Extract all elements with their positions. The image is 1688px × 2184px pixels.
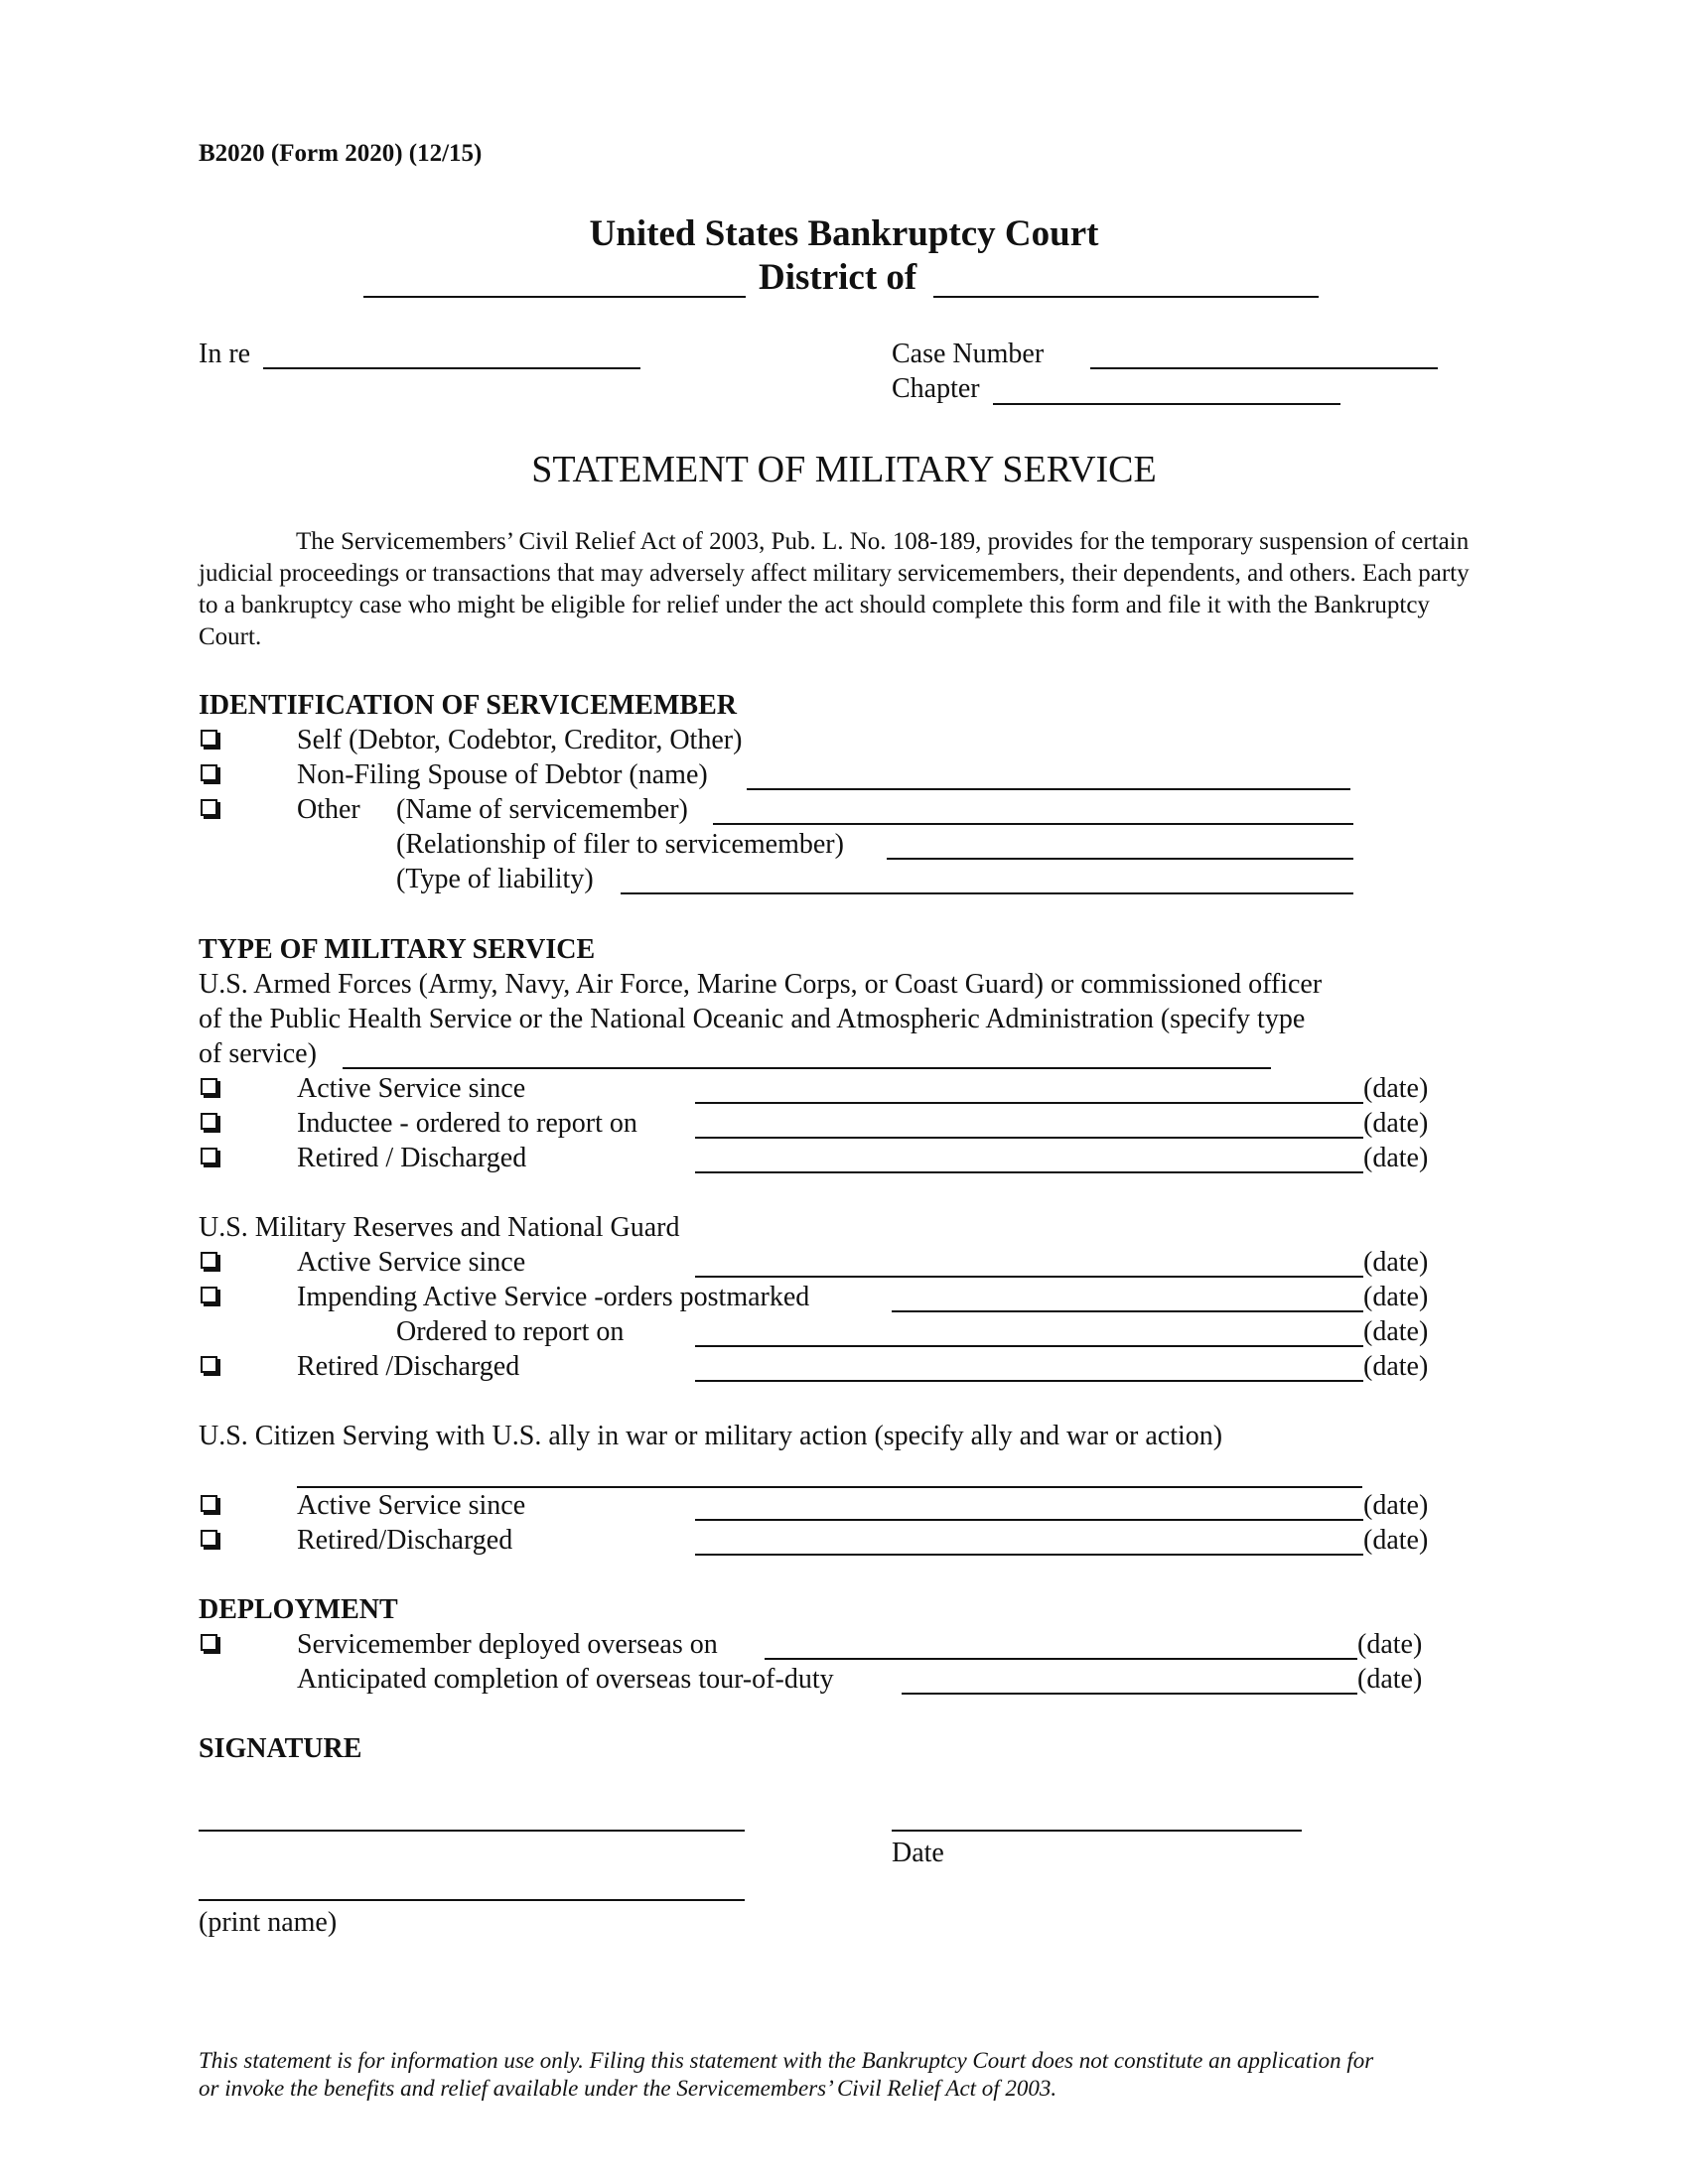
spouse-checkbox[interactable] bbox=[201, 764, 217, 781]
deployed-date-field[interactable] bbox=[765, 1658, 1357, 1660]
form-id: B2020 (Form 2020) (12/15) bbox=[199, 140, 483, 167]
self-checkbox[interactable] bbox=[201, 730, 217, 747]
armed-active-date-label: (date) bbox=[1363, 1073, 1429, 1104]
chapter-field[interactable] bbox=[993, 403, 1340, 405]
reserves-active-label: Active Service since bbox=[297, 1247, 526, 1278]
spouse-name-field[interactable] bbox=[747, 788, 1350, 790]
district-label: District of bbox=[759, 257, 917, 298]
reserves-retired-label: Retired /Discharged bbox=[297, 1351, 520, 1382]
service-type-field[interactable] bbox=[343, 1067, 1271, 1069]
completion-date-field[interactable] bbox=[902, 1693, 1357, 1695]
print-name-field[interactable] bbox=[199, 1899, 745, 1901]
case-number-field[interactable] bbox=[1090, 367, 1438, 369]
ally-retired-checkbox[interactable] bbox=[201, 1530, 217, 1547]
court-name: United States Bankruptcy Court bbox=[589, 213, 1099, 254]
inductee-label: Inductee - ordered to report on bbox=[297, 1108, 637, 1139]
ally-active-checkbox[interactable] bbox=[201, 1495, 217, 1512]
impending-date-field[interactable] bbox=[892, 1310, 1363, 1312]
relationship-label: (Relationship of filer to servicemember) bbox=[396, 829, 844, 860]
self-label: Self (Debtor, Codebtor, Creditor, Other) bbox=[297, 725, 743, 755]
ally-active-date-label: (date) bbox=[1363, 1490, 1429, 1521]
ally-retired-date-field[interactable] bbox=[695, 1554, 1363, 1556]
deployment-heading: DEPLOYMENT bbox=[199, 1594, 398, 1625]
signature-field[interactable] bbox=[199, 1830, 745, 1832]
reserves-active-date-label: (date) bbox=[1363, 1247, 1429, 1278]
signature-date-field[interactable] bbox=[892, 1830, 1302, 1832]
impending-date-label: (date) bbox=[1363, 1282, 1429, 1312]
reserves-retired-checkbox[interactable] bbox=[201, 1356, 217, 1373]
reserves-active-date-field[interactable] bbox=[695, 1276, 1363, 1278]
armed-active-label: Active Service since bbox=[297, 1073, 526, 1104]
district-left-blank[interactable] bbox=[363, 296, 746, 298]
intro-text: The Servicemembers’ Civil Relief Act of 2003, Pub. L. No. 108-189, provides for the temporary suspension of certain judicial proceedings or transactions that may adversely affect military servicemembers, their dependents, and others. Each party to a bankruptcy case who might be eligible for relief under the act should complete this form and file it with the Bankruptcy Court. bbox=[199, 528, 1470, 650]
liability-field[interactable] bbox=[621, 892, 1353, 894]
ally-retired-label: Retired/Discharged bbox=[297, 1525, 513, 1556]
ally-heading: U.S. Citizen Serving with U.S. ally in war or military action (specify ally and war or action) bbox=[199, 1421, 1223, 1451]
reserves-retired-date-label: (date) bbox=[1363, 1351, 1429, 1382]
district-right-blank[interactable] bbox=[933, 296, 1319, 298]
other-label: Other bbox=[297, 794, 360, 825]
chapter-label: Chapter bbox=[892, 373, 980, 404]
liability-label: (Type of liability) bbox=[396, 864, 594, 894]
reserves-retired-date-field[interactable] bbox=[695, 1380, 1363, 1382]
deployed-date-label: (date) bbox=[1357, 1629, 1423, 1660]
armed-retired-label: Retired / Discharged bbox=[297, 1143, 527, 1173]
footer-line-1: This statement is for information use only. Filing this statement with the Bankruptcy Court does not constitute an application for bbox=[199, 2048, 1374, 2073]
armed-active-date-field[interactable] bbox=[695, 1102, 1363, 1104]
servicemember-name-field[interactable] bbox=[713, 823, 1353, 825]
ordered-date-field[interactable] bbox=[695, 1345, 1363, 1347]
deployed-checkbox[interactable] bbox=[201, 1634, 217, 1651]
impending-label: Impending Active Service -orders postmarked bbox=[297, 1282, 810, 1312]
military-heading: TYPE OF MILITARY SERVICE bbox=[199, 934, 596, 965]
completion-label: Anticipated completion of overseas tour-of-duty bbox=[297, 1664, 834, 1695]
ordered-date-label: (date) bbox=[1363, 1316, 1429, 1347]
inductee-date-label: (date) bbox=[1363, 1108, 1429, 1139]
case-number-label: Case Number bbox=[892, 339, 1045, 369]
footer-line-2: or invoke the benefits and relief available under the Servicemembers’ Civil Relief Act of 2003. bbox=[199, 2076, 1057, 2101]
relationship-field[interactable] bbox=[887, 858, 1353, 860]
print-name-label: (print name) bbox=[199, 1907, 338, 1938]
armed-retired-checkbox[interactable] bbox=[201, 1148, 217, 1164]
reserves-active-checkbox[interactable] bbox=[201, 1252, 217, 1269]
inductee-date-field[interactable] bbox=[695, 1137, 1363, 1139]
ally-active-label: Active Service since bbox=[297, 1490, 526, 1521]
statement-title: STATEMENT OF MILITARY SERVICE bbox=[531, 449, 1157, 490]
intro-paragraph bbox=[199, 526, 1489, 653]
reserves-heading: U.S. Military Reserves and National Guard bbox=[199, 1212, 680, 1243]
ally-active-date-field[interactable] bbox=[695, 1519, 1363, 1521]
servicemember-name-label: (Name of servicemember) bbox=[396, 794, 688, 825]
signature-heading: SIGNATURE bbox=[199, 1733, 362, 1764]
armed-forces-line-3: of service) bbox=[199, 1038, 317, 1069]
footer-note bbox=[199, 2047, 1509, 2103]
ordered-label: Ordered to report on bbox=[396, 1316, 625, 1347]
armed-retired-date-field[interactable] bbox=[695, 1171, 1363, 1173]
in-re-field[interactable] bbox=[263, 367, 640, 369]
deployed-label: Servicemember deployed overseas on bbox=[297, 1629, 718, 1660]
identification-heading: IDENTIFICATION OF SERVICEMEMBER bbox=[199, 690, 737, 721]
ally-retired-date-label: (date) bbox=[1363, 1525, 1429, 1556]
spouse-label: Non-Filing Spouse of Debtor (name) bbox=[297, 759, 708, 790]
armed-forces-line-2: of the Public Health Service or the National Oceanic and Atmospheric Administration (specify type bbox=[199, 1004, 1306, 1034]
armed-active-checkbox[interactable] bbox=[201, 1078, 217, 1095]
armed-forces-line-1: U.S. Armed Forces (Army, Navy, Air Force, Marine Corps, or Coast Guard) or commissioned officer bbox=[199, 969, 1323, 1000]
in-re-label: In re bbox=[199, 339, 251, 369]
inductee-checkbox[interactable] bbox=[201, 1113, 217, 1130]
completion-date-label: (date) bbox=[1357, 1664, 1423, 1695]
other-checkbox[interactable] bbox=[201, 799, 217, 816]
armed-retired-date-label: (date) bbox=[1363, 1143, 1429, 1173]
impending-checkbox[interactable] bbox=[201, 1287, 217, 1303]
signature-date-label: Date bbox=[892, 1838, 944, 1868]
ally-specify-field[interactable] bbox=[297, 1486, 1362, 1488]
